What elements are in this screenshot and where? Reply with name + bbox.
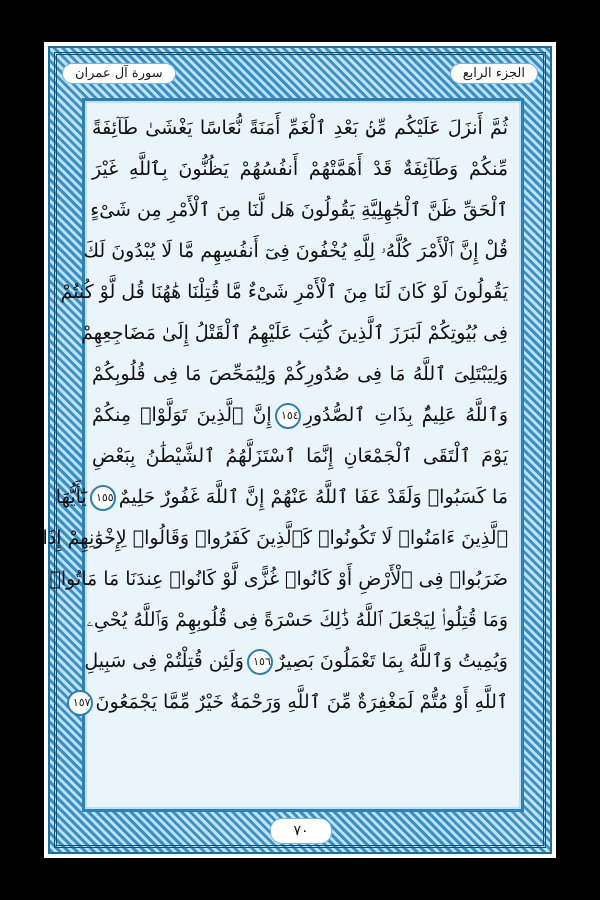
verse-line: وَمَا قُتِلُوا۟ لِيَجْعَلَ ٱللَّهُ ذَٰلِكَ حَسْرَةً فِى قُلُوبِهِمْ وَٱللَّهُ يُحْىِۦ	[86, 609, 508, 631]
verse-line: وَٱللَّهُ عَلِيمٌۢ بِذَاتِ ٱلصُّدُورِ١٥٤إِنَّ ٱلَّذِينَ تَوَلَّوْا۟ مِنكُمْ	[92, 395, 508, 436]
surah-label: سورة آل عمران	[62, 63, 176, 84]
ayah-number-marker: ١٥٦	[247, 649, 273, 675]
page-header	[62, 60, 538, 86]
verse-line: ضَرَبُوا۟ فِى ٱلْأَرْضِ أَوْ كَانُوا۟ غُزًّى لَّوْ كَانُوا۟ عِندَنَا مَا مَاتُوا۟	[49, 568, 508, 590]
juz-label: الجزء الرابع	[450, 63, 538, 84]
verse-line: ٱلَّذِينَ ءَامَنُوا۟ لَا تَكُونُوا۟ كَٱلَّذِينَ كَفَرُوا۟ وَقَالُوا۟ لِإِخْوَٰنِهِمْ إِذَا	[42, 527, 508, 549]
verse-line: قُلْ إِنَّ ٱلْأَمْرَ كُلَّهُۥ لِلَّهِ يُخْفُونَ فِىٓ أَنفُسِهِم مَّا لَا يُبْدُونَ لَكَ	[83, 240, 508, 262]
verse-line: يَقُولُونَ لَوْ كَانَ لَنَا مِنَ ٱلْأَمْرِ شَىْءٌ مَّا قُتِلْنَا هَٰهُنَا قُل لَّوْ كُنتُمْ	[60, 281, 508, 303]
verse-line: مَا كَسَبُوا۟ وَلَقَدْ عَفَا ٱللَّهُ عَنْهُمْ إِنَّ ٱللَّهَ غَفُورٌ حَلِيمٌ١٥٥يَٰٓأَيُّهَا	[92, 477, 508, 518]
verse-line: ثُمَّ أَنزَلَ عَلَيْكُم مِّنۢ بَعْدِ ٱلْغَمِّ أَمَنَةً نُّعَاسًا يَغْشَىٰ طَآئِفَةً	[92, 117, 508, 139]
ayah-number-marker: ١٥٧	[67, 690, 93, 716]
verse-line: ٱلْحَقِّ ظَنَّ ٱلْجَٰهِلِيَّةِ يَقُولُونَ هَل لَّنَا مِنَ ٱلْأَمْرِ مِن شَىْءٍ	[90, 199, 508, 221]
verse-line: وَيُمِيتُ وَٱللَّهُ بِمَا تَعْمَلُونَ بَصِيرٌ١٥٦وَلَئِن قُتِلْتُمْ فِى سَبِيلِ	[92, 641, 508, 682]
verse-lines	[42, 108, 508, 723]
page-number: ٧٠	[270, 818, 332, 844]
ayah-number-marker: ١٥٤	[275, 403, 301, 429]
verse-line: ٱللَّهِ أَوْ مُتُّمْ لَمَغْفِرَةٌ مِّنَ ٱللَّهِ وَرَحْمَةٌ خَيْرٌ مِّمَّا يَجْمَعُونَ١٥٧	[92, 682, 508, 723]
verse-line: وَلِيَبْتَلِىَ ٱللَّهُ مَا فِى صُدُورِكُمْ وَلِيُمَحِّصَ مَا فِى قُلُوبِكُمْ	[92, 363, 508, 385]
verse-line: فِى بُيُوتِكُمْ لَبَرَزَ ٱلَّذِينَ كُتِبَ عَلَيْهِمُ ٱلْقَتْلُ إِلَىٰ مَضَاجِعِهِمْ	[81, 322, 508, 344]
ayah-number-marker: ١٥٥	[90, 485, 116, 511]
verse-line: مِّنكُمْ وَطَآئِفَةٌ قَدْ أَهَمَّتْهُمْ أَنفُسُهُمْ يَظُنُّونَ بِٱللَّهِ غَيْرَ	[92, 158, 508, 180]
verse-line: يَوْمَ ٱلْتَقَى ٱلْجَمْعَانِ إِنَّمَا ٱسْتَزَلَّهُمُ ٱلشَّيْطَٰنُ بِبَعْضِ	[92, 445, 508, 467]
